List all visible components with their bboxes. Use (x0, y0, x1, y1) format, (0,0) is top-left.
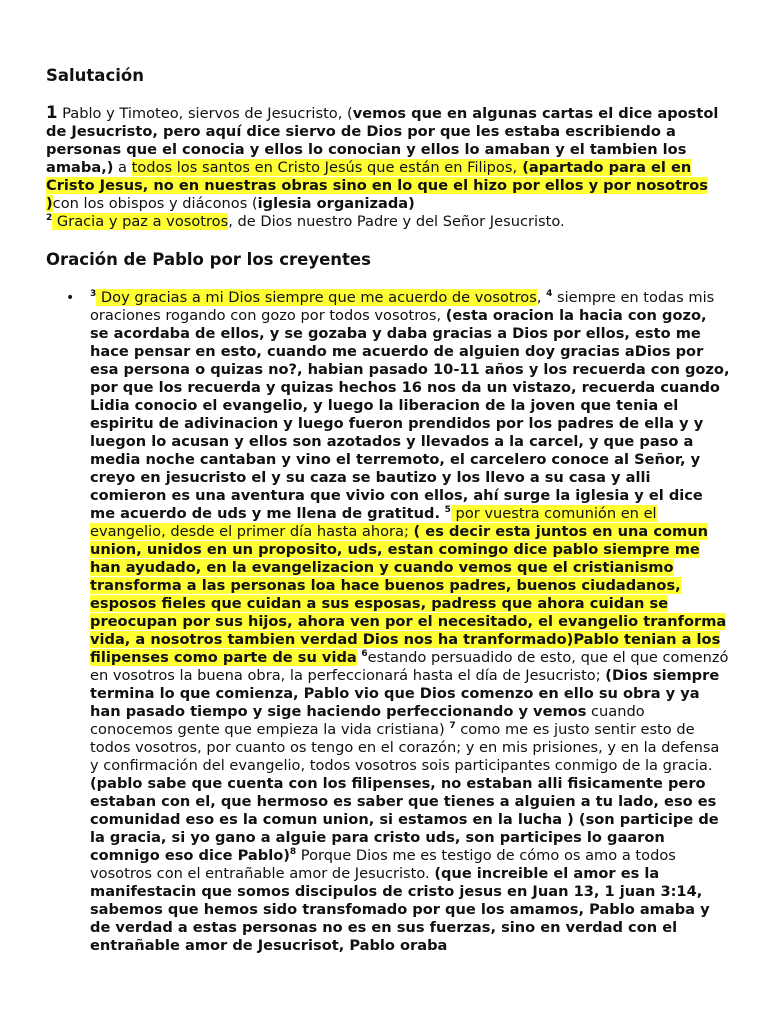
verse-number-7: 7 (449, 721, 456, 731)
text-span: siempre en todas mis oraciones rogando con gozo por todos vosotros, (90, 289, 715, 324)
text-span: estando persuadido de esto, que el que comenzó en vosotros la buena obra, la perfeccionará hasta el día de Jesucristo; (90, 649, 729, 684)
comment-span: (esta oracion la hacia con gozo, se acordaba de ellos, y se gozaba y daba gracias a Dios por ellos, esto me hace pensar en esto, cuando me acuerdo de alguien doy gracias aDios por esa persona o quizas no?, habian pasado 10-11 años y los recuerda con gozo, por que los recuerda y quizas hechos 16 nos da un vistazo, recuerda cuando Lidia conocio el evangelio, y luego la liberacion de la joven que tenia el espiritu de adivinacion y luego fueron prendidos por los padres de ella y y luegon lo acusan y ellos son azotados y llevados a la carcel, y que paso a media noche cantaban y vino el terremoto, el carcelero conoce al Señor, y creyo en jesucristo el y su caza se bautizo y los llevo a su casa y alli comieron es una aventura que vivio con ellos, ahí surge la iglesia y el dice me acuerdo de uds y me llena de gratitud. (90, 307, 730, 522)
verse-number-3: 3 (90, 289, 97, 299)
comment-span: iglesia organizada) (257, 195, 415, 212)
heading-salutacion: Salutación (46, 66, 144, 85)
text-span: Pablo y Timoteo, siervos de Jesucristo, ( (57, 105, 353, 122)
verse-number-6: 6 (361, 649, 368, 659)
verse-number-8: 8 (289, 847, 297, 857)
bullet-list-item (66, 289, 730, 955)
verse-number-5: 5 (444, 505, 451, 515)
highlight-span: todos los santos en Cristo Jesús que están en Filipos, (131, 159, 518, 176)
highlight-comment-span: ( es decir esta juntos en una comun union, unidos en un proposito, uds, estan comingo dice pablo siempre me han ayudado, en la evangelizacion y cuando vemos que el cristianismo transforma a las personas loa hace buenos padres, buenos ciudadanos, esposos fieles que cuidan a sus esposas, padress que ahora cuidan se preocupan por sus hijos, ahora ven por el necesitado, el evangelio tranforma vida, a nosotros tambien verdad Dios nos ha tranformado)Pablo tenian a los filipenses como parte de su vida (90, 523, 727, 666)
verse-number-4: 4 (546, 289, 553, 299)
comment-span: (Dios siempre termina lo que comienza, Pablo vio que Dios comenzo en ello su obra y ya han pasado tiempo y sige haciendo perfeccionando y vemos (90, 667, 720, 720)
highlight-span: Doy gracias a mi Dios siempre que me acuerdo de vosotros (96, 289, 537, 306)
highlight-comment-span: (apartado para el en Cristo Jesus, no en nuestras obras sino en lo que el hizo por ellos y por nosotros ) (46, 159, 708, 212)
text-span: con los obispos y diáconos ( (52, 195, 258, 212)
text-span: a (113, 159, 132, 176)
highlight-span: Gracia y paz a vosotros (52, 213, 229, 230)
paragraph-salutacion (46, 104, 730, 231)
text-span: como me es justo sentir esto de todos vosotros, por cuanto os tengo en el corazón; y en mis prisiones, y en la defensa y confirmación del evangelio, todos vosotros sois participantes conmigo de la gracia. (90, 721, 720, 774)
text-span: Porque Dios me es testigo de cómo os amo a todos vosotros con el entrañable amor de Jesucristo. (90, 847, 676, 882)
verse-number-1: 1 (46, 103, 58, 122)
text-span: cuando conocemos gente que empieza la vida cristiana) (90, 703, 645, 738)
comment-span: vemos que en algunas cartas el dice apostol de Jesucristo, pero aquí dice siervo de Dios por que les estaba escribiendo a personas que el conocia y ellos lo conocian y ellos lo amaban y el tambien los amaba,) (46, 105, 719, 176)
bullet-icon: • (66, 290, 75, 306)
text-span: , de Dios nuestro Padre y del Señor Jesucristo. (228, 213, 565, 230)
comment-span: (pablo sabe que cuenta con los filipenses, no estaban alli fisicamente pero estaban con el, que hermoso es saber que tienes a alguien a tu lado, eso es comunidad eso es la comun union, si estamos en la lucha ) (son participe de la gracia, si yo gano a alguie para cristo uds, son participes lo gaaron comnigo eso dice Pablo) (90, 775, 719, 864)
comment-span: (que increible el amor es la manifestacin que somos discipulos de cristo jesus en Juan 13, 1 juan 3:14, sabemos que hemos sido transfomado por que los amamos, Pablo amaba y de verdad a estas personas no es en sus fuerzas, sino en verdad con el entrañable amor de Jesucrisot, Pablo oraba (90, 865, 710, 954)
highlight-span: por vuestra comunión en el evangelio, desde el primer día hasta ahora; (90, 505, 657, 540)
verse-number-2: 2 (46, 213, 53, 223)
text-span: , (536, 289, 547, 306)
heading-oracion: Oración de Pablo por los creyentes (46, 250, 371, 269)
